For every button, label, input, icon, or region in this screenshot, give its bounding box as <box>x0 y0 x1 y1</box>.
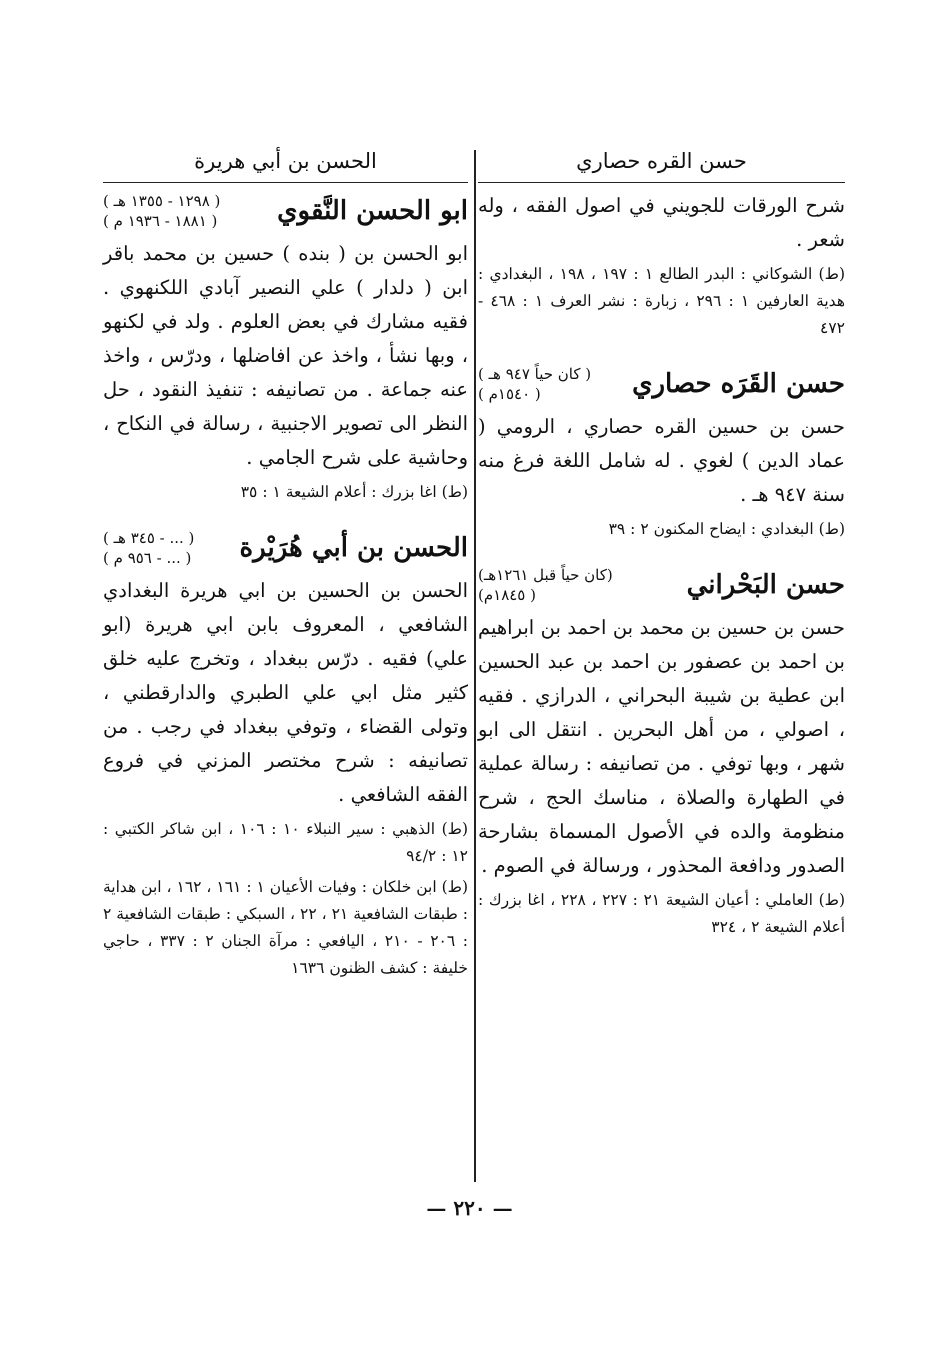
column-divider <box>474 150 476 1182</box>
left-running-header: الحسن بن أبي هريرة <box>103 140 468 183</box>
entry-references: (ط) ابن خلكان : وفيات الأعيان ١ : ١٦١ ، ١٦٢ ، ابن هداية : طبقات الشافعية ٢١ ، ٢٢ ، السبكي : طبقات الشافعية ٢ : ٢٠٦ - ٢١٠ ، اليافعي : مرآة الجنان ٢ : ٣٣٧ ، حاجي خليفة : كشف الظنون ١٦٣٦ <box>103 878 469 977</box>
continued-text: شرح الورقات للجويني في اصول الفقه ، وله شعر . <box>478 194 845 251</box>
entry-name: الحسن بن أبي هُرَيْرة <box>239 533 468 563</box>
date-gregorian: ( ١٨٤٥م) <box>478 586 536 604</box>
entry-references: (ط) الذهبي : سير النبلاء ١٠ : ١٠٦ ، ابن شاكر الكتبي : ١٢ : ٩٤/٢ <box>103 820 468 865</box>
entry-text: الحسن بن الحسين بن ابي هريرة البغدادي الشافعي ، المعروف بابن ابي هريرة (ابو علي) فقيه . درّس ببغداد ، وتخرج عليه خلق كثير مثل ابي علي الطبري والدارقطني ، وتولى القضاء ، وتوفي ببغداد في رجب . من تصانيفه : شرح مختصر المزني في فروع الفقه الشافعي . <box>103 579 468 806</box>
date-hijri: ( كان حياً ٩٤٧ هـ ) <box>478 365 592 383</box>
right-column <box>478 140 845 941</box>
entry-heading-qarahisari <box>478 364 845 404</box>
entry-text: حسن بن حسين بن محمد بن احمد بن ابراهيم بن احمد بن عصفور بن احمد بن عبد الحسين ابن عطية بن شيبة البحراني ، الدرازي . فقيه ، اصولي ، من أهل البحرين . انتقل الى ابو شهر ، وبها توفي . من تصانيفه : رسالة عملية في الطهارة والصلاة ، مناسك الحج ، شرح منظومة والده في الأصول المسماة بشارحة الصدور ودافعة المحذور ، ورسالة في الصوم . <box>478 616 845 877</box>
date-gregorian: ( ١٥٤٠م ) <box>478 385 541 403</box>
entry-dates <box>103 528 194 568</box>
entry-references: (ط) العاملي : أعيان الشيعة ٢١ : ٢٢٧ ، ٢٢٨ ، اغا بزرك : أعلام الشيعة ٢ ، ٣٢٤ <box>478 891 845 936</box>
entry-references: (ط) البغدادي : ايضاح المكنون ٢ : ٣٩ <box>608 520 845 538</box>
entry-name: حسن القَرَه حصاري <box>632 369 845 399</box>
page-number: — ٢٢٠ — <box>426 1196 513 1220</box>
entry-heading-naqawi <box>103 191 468 231</box>
left-column <box>103 140 468 982</box>
entry-dates <box>478 565 613 605</box>
date-hijri: (كان حياً قبل ١٢٦١هـ) <box>478 566 613 584</box>
date-hijri: ( ... - ٣٤٥ هـ ) <box>103 529 195 547</box>
continued-references: (ط) الشوكاني : البدر الطالع ١ : ١٩٧ ، ١٩٨ ، البغدادي : هدية العارفين ١ : ٢٩٦ ، زبارة : نشر العرف ١ : ٤٦٨ - ٤٧٢ <box>478 265 845 337</box>
date-hijri: ( ١٢٩٨ - ١٣٥٥ هـ ) <box>103 192 221 210</box>
entry-heading-ibn-abi-hurayra <box>103 528 468 568</box>
right-running-header: حسن القره حصاري <box>478 140 845 183</box>
entry-dates <box>103 191 220 231</box>
date-gregorian: ( ... - ٩٥٦ م ) <box>103 549 192 567</box>
entry-heading-bahrani <box>478 565 845 605</box>
entry-text: حسن بن حسين القره حصاري ، الرومي ( عماد الدين ) لغوي . له شامل اللغة فرغ منه سنة ٩٤٧ هـ . <box>478 415 845 506</box>
entry-text: ابو الحسن بن ( بنده ) حسين بن محمد باقر ابن ( دلدار ) علي النصير آبادي اللكنهوي . فقيه مشارك في بعض العلوم . ولد في لكنهو ، وبها نشأ ، واخذ عن افاضلها ، ودرّس ، واخذ عنه جماعة . من تصانيفه : تنفيذ النقود ، حل النظر الى تصوير الاجنبية ، رسالة في النكاح ، وحاشية على شرح الجامي . <box>103 242 468 469</box>
entry-references: (ط) اغا بزرك : أعلام الشيعة ١ : ٣٥ <box>240 483 468 501</box>
entry-dates <box>478 364 591 404</box>
entry-name: حسن البَحْراني <box>686 570 845 600</box>
entry-name: ابو الحسن النَّقوي <box>277 196 468 226</box>
date-gregorian: ( ١٨٨١ - ١٩٣٦ م ) <box>103 212 218 230</box>
